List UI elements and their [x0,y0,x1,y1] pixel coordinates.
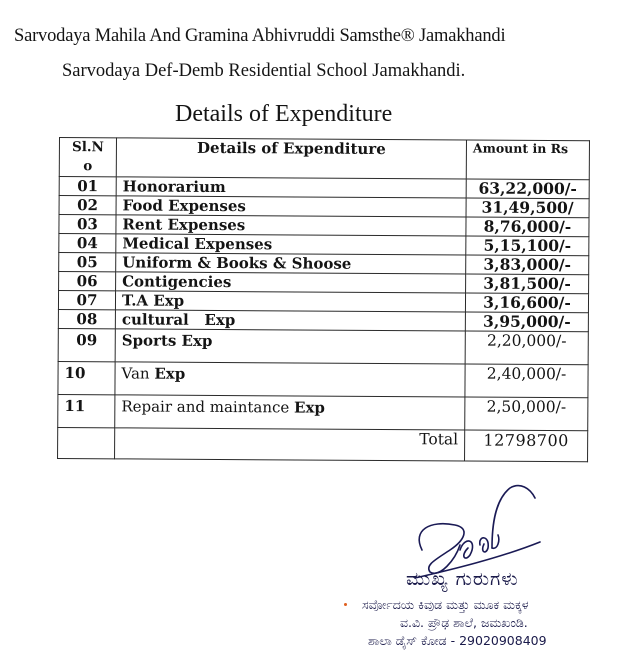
row-amount: 3,81,500/- [466,274,589,294]
table-row [58,309,588,331]
row-amount: 3,95,000/- [465,312,588,332]
school-name-kannada: ಸರ್ವೋದಯ ಕಿವುಡ ಮತ್ತು ಮೂಕ ಮಕ್ಕಳ [362,597,529,612]
row-sl: 05 [59,253,116,272]
empty-cell [58,427,115,458]
row-sl: 01 [59,177,116,196]
row-amount: 3,83,000/- [466,255,589,275]
table-row [59,215,589,237]
row-amount: 2,20,000/- [465,331,588,365]
row-amount: 8,76,000/- [466,217,589,237]
row-amount: 5,15,100/- [466,236,589,256]
description-text-bold: Exp [294,398,326,417]
row-description: Food Expenses [116,196,466,217]
table-row [58,328,588,364]
school-name: Sarvodaya Def-Demb Residential School Jamakhandi. [62,61,466,81]
row-description: Medical Expenses [116,234,466,255]
total-label: Total [115,428,465,461]
table-row [59,272,589,294]
column-header-sl-no: Sl.N o [59,138,116,177]
signature-icon [410,480,550,580]
row-description: cultural Exp [115,310,465,331]
row-description [115,362,465,397]
table-row [59,234,589,256]
table-row [59,253,589,275]
row-sl: 10 [58,361,115,394]
row-description: Uniform & Books & Shoose [116,253,466,274]
table-row [58,361,588,397]
row-amount: 63,22,000/- [466,179,589,199]
table-row [58,291,588,313]
row-amount: 2,50,000/- [465,397,588,431]
row-amount: 3,16,600/- [465,293,588,313]
table-row [59,177,589,199]
orange-mark [344,603,347,606]
total-row [58,427,588,461]
description-text: Repair and maintance [121,397,295,417]
row-description: T.A Exp [115,291,465,312]
row-description: Honorarium [116,177,466,198]
row-sl: 07 [58,291,115,310]
row-amount: 31,49,500/ [466,198,589,218]
organization-name: Sarvodaya Mahila And Gramina Abhivruddi Samsthe® Jamakhandi [14,26,506,46]
expenditure-table [57,137,590,462]
table-row [58,394,588,430]
table-row [59,196,589,218]
page-title: Details of Expenditure [175,101,393,127]
row-sl: 03 [59,215,116,234]
table-header-row [59,138,589,180]
school-address-kannada: ವ.ವಿ. ಪ್ರೌಢ ಶಾಲೆ, ಜಮಖಂಡಿ. [400,615,528,630]
row-description: Contigencies [116,272,466,293]
row-sl: 02 [59,196,116,215]
description-text-bold: Exp [154,364,186,383]
total-amount: 12798700 [465,430,588,462]
row-sl: 08 [58,309,115,328]
column-header-details: Details of Expenditure [116,138,466,179]
designation-kannada: ಮುಖ್ಯ ಗುರುಗಳು [406,568,519,590]
row-description [115,395,465,430]
row-description: Rent Expenses [116,215,466,236]
row-sl: 11 [58,394,115,427]
row-sl: 04 [59,234,116,253]
row-sl: 09 [58,328,115,361]
description-text: Van [121,364,155,383]
row-sl: 06 [59,272,116,291]
column-header-amount: Amount in Rs [466,140,589,180]
row-description: Sports Exp [115,329,465,364]
row-amount: 2,40,000/- [465,364,588,398]
dise-code-kannada: ಶಾಲಾ ಡೈಸ್ ಕೋಡ - 29020908409 [368,633,547,648]
